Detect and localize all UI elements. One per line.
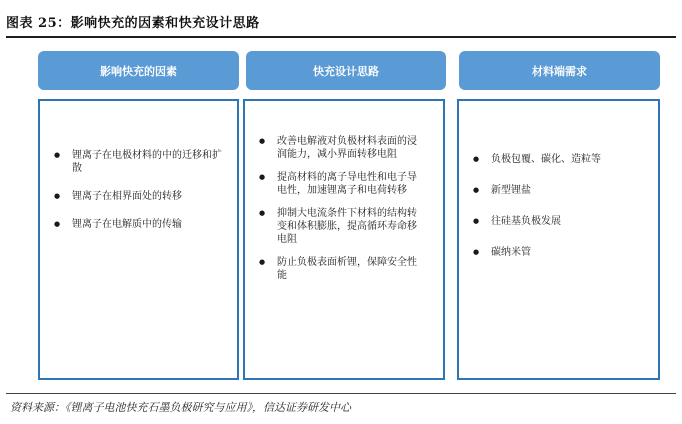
list-item: ● 碳纳米管 <box>469 246 644 259</box>
figure-title: 图表 25：影响快充的因素和快充设计思路 <box>6 16 260 31</box>
factors-list <box>40 101 237 231</box>
list-item: ● 改善电解液对负极材料表面的浸润能力，减小界面转移电阻 <box>255 135 423 161</box>
design-list <box>245 101 443 282</box>
panel-factors <box>38 99 239 380</box>
top-rule <box>6 36 676 38</box>
bottom-rule <box>6 393 676 394</box>
list-item: ● 锂离子在电解质中的传输 <box>50 218 223 231</box>
list-item: ● 负极包覆、碳化、造粒等 <box>469 153 644 166</box>
source-note: 资料来源：《锂离子电池快充石墨负极研究与应用》，信达证券研发中心 <box>10 401 351 414</box>
list-item: ● 防止负极表面析锂，保障安全性能 <box>255 256 423 282</box>
header-design <box>246 51 446 90</box>
material-list <box>459 101 658 259</box>
list-item: ● 锂离子在相界面处的转移 <box>50 190 223 203</box>
header-factors-label: 影响快充的因素 <box>100 64 177 78</box>
panel-material <box>457 99 660 380</box>
list-item: ● 抑制大电流条件下材料的结构转变和体积膨胀，提高循环寿命移电阻 <box>255 207 423 246</box>
list-item: ● 锂离子在电极材料的中的迁移和扩散 <box>50 149 223 175</box>
header-factors <box>38 51 239 90</box>
header-material-label: 材料端需求 <box>532 64 587 78</box>
list-item: ● 提高材料的离子导电性和电子导电性，加速锂离子和电荷转移 <box>255 171 423 197</box>
list-item: ● 新型锂盐 <box>469 184 644 197</box>
panel-design <box>243 99 445 380</box>
header-material <box>459 51 660 90</box>
header-design-label: 快充设计思路 <box>313 64 379 78</box>
list-item: ● 往硅基负极发展 <box>469 215 644 228</box>
